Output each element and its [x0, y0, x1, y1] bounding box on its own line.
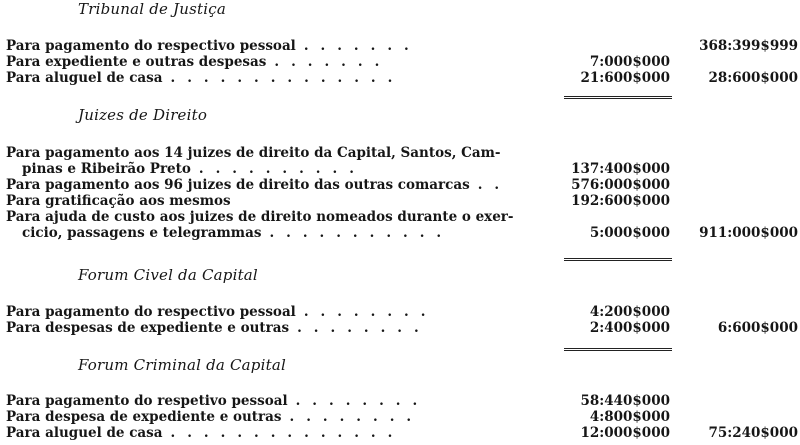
row-total: 368:399$999: [699, 38, 798, 54]
leader-dots: ..............: [170, 70, 405, 86]
leader-dots: ..: [477, 177, 512, 193]
row-amount: 7:000$000: [589, 54, 670, 70]
section-heading-forum-civel: Forum Civel da Capital: [78, 266, 258, 284]
table-row: [0, 161, 800, 177]
table-row: [0, 320, 800, 336]
section-heading-forum-criminal: Forum Criminal da Capital: [78, 356, 286, 374]
leader-dots: ........: [297, 320, 431, 336]
table-row: [0, 209, 800, 225]
table-row: [0, 425, 800, 441]
row-label: Para pagamento do respetivo pessoal: [6, 393, 288, 409]
row-amount: 576:000$000: [571, 177, 670, 193]
row-total: 6:600$000: [717, 320, 798, 336]
leader-dots: .......: [274, 54, 392, 70]
table-row: [0, 70, 800, 86]
row-label: Para despesa de expediente e outras: [6, 409, 282, 425]
table-row: [0, 409, 800, 425]
subtotal-rule: [564, 258, 672, 261]
row-amount: 137:400$000: [571, 161, 670, 177]
row-amount: 192:600$000: [571, 193, 670, 209]
table-row: [0, 193, 800, 209]
leader-dots: .......: [303, 38, 421, 54]
leader-dots: ........: [295, 393, 430, 409]
table-row: [0, 393, 800, 409]
row-label: Para aluguel de casa: [6, 425, 163, 441]
leader-dots: ........: [289, 409, 424, 425]
row-amount: 4:200$000: [589, 304, 670, 320]
table-row: [0, 38, 800, 54]
row-label: Para gratificação aos mesmos: [6, 193, 231, 209]
section-heading-tribunal: Tribunal de Justiça: [78, 0, 226, 18]
row-amount: 4:800$000: [589, 409, 670, 425]
table-row: [0, 54, 800, 70]
row-label: cicio, passagens e telegrammas: [22, 225, 262, 241]
row-amount: 21:600$000: [580, 70, 670, 86]
row-amount: 58:440$000: [580, 393, 670, 409]
row-label: Para pagamento do respectivo pessoal: [6, 38, 296, 54]
table-row: [0, 225, 800, 241]
row-amount: 12:000$000: [580, 425, 670, 441]
leader-dots: ..............: [170, 425, 405, 441]
row-amount: 2:400$000: [589, 320, 670, 336]
row-label: Para expediente e outras despesas: [6, 54, 267, 70]
table-row: [0, 145, 800, 161]
row-label: Para despesas de expediente e outras: [6, 320, 290, 336]
table-row: [0, 304, 800, 320]
table-row: [0, 177, 800, 193]
row-label: Para aluguel de casa: [6, 70, 163, 86]
row-label: Para pagamento aos 14 juizes de direito da Capital, Santos, Cam-: [6, 145, 501, 161]
section-heading-juizes: Juizes de Direito: [78, 106, 208, 124]
row-total: 28:600$000: [708, 70, 798, 86]
row-label: pinas e Ribeirão Preto: [22, 161, 191, 177]
leader-dots: ........: [303, 304, 438, 320]
row-total: 75:240$000: [708, 425, 798, 441]
row-label: Para pagamento do respectivo pessoal: [6, 304, 296, 320]
subtotal-rule: [564, 96, 672, 99]
row-label: Para ajuda de custo aos juizes de direito nomeados durante o exer-: [6, 209, 514, 225]
row-total: 911:000$000: [699, 225, 798, 241]
leader-dots: ...........: [269, 225, 454, 241]
row-label: Para pagamento aos 96 juizes de direito das outras comarcas: [6, 177, 470, 193]
leader-dots: ..........: [198, 161, 366, 177]
row-amount: 5:000$000: [589, 225, 670, 241]
subtotal-rule: [564, 348, 672, 351]
